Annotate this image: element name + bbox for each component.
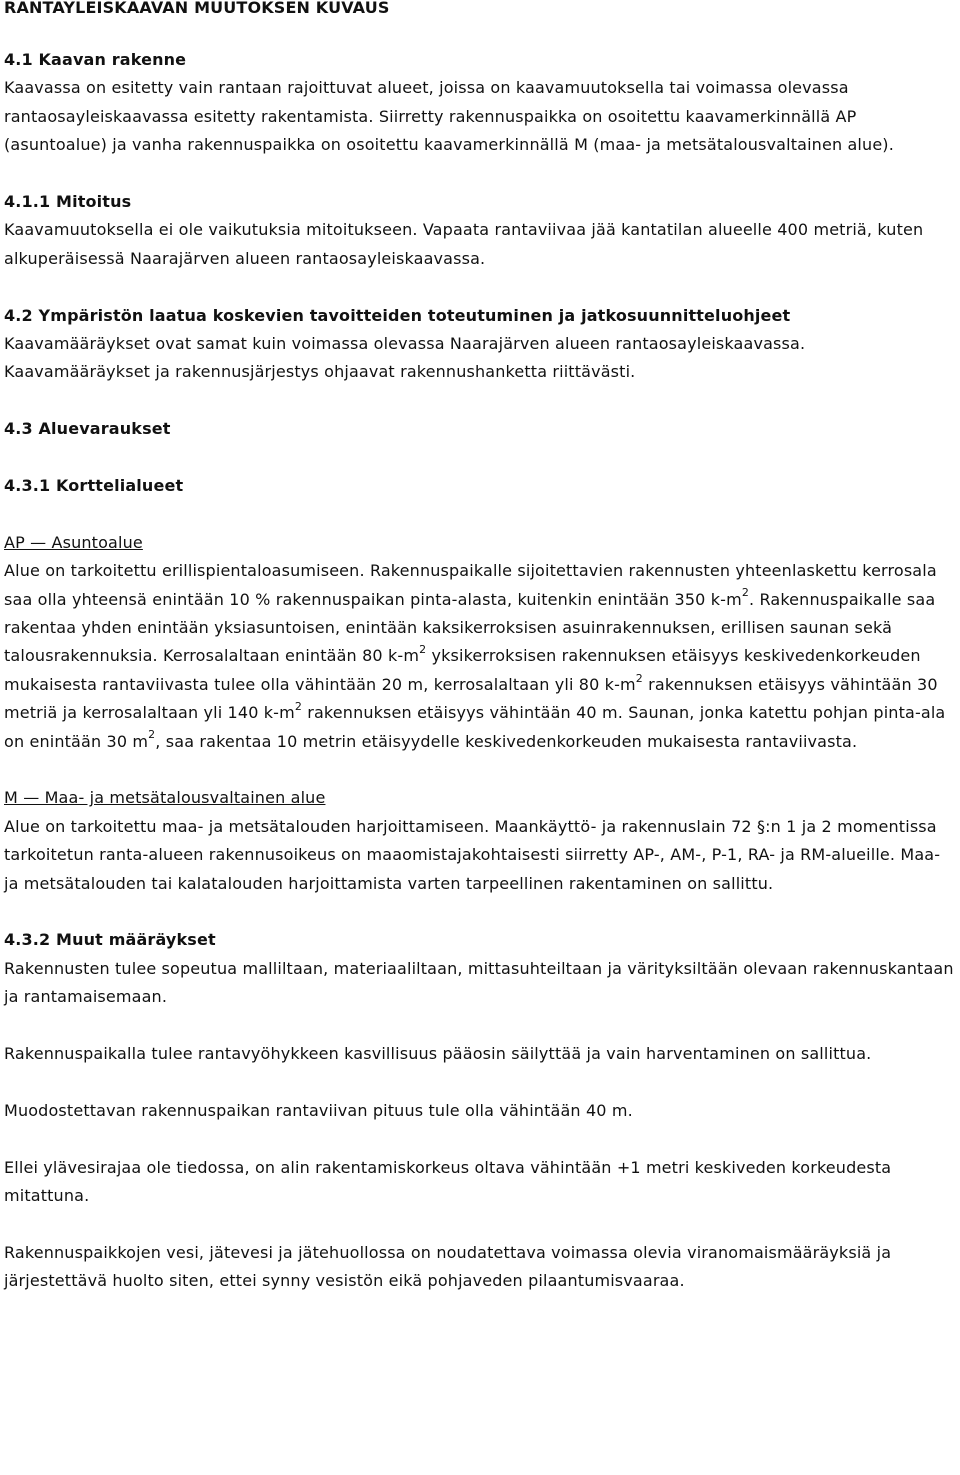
spacer — [4, 500, 956, 528]
spacer — [4, 1211, 956, 1239]
superscript: 2 — [294, 699, 303, 713]
superscript: 2 — [741, 586, 749, 600]
spacer — [4, 160, 956, 188]
other-rules-p1: Rakennusten tulee sopeutua malliltaan, materiaaliltaan, mittasuhteiltaan ja värityksiltään olevaan rakennuskantaan ja rantamaisemaan. — [4, 958, 954, 1007]
spacer — [4, 756, 956, 784]
section-text-4-1: Kaavassa on esitetty vain rantaan rajoittuvat alueet, joissa on kaavamuutoksella tai voimassa olevassa rantaosayleiskaavassa esitetty rakentamista. Siirretty rakennuspaikka on osoitettu kaavamerkinnällä AP (asuntoalue) ja vanha rakennuspaikka on osoitettu kaavamerkinnällä M (maa- ja metsätalousvaltainen alue). — [4, 78, 894, 155]
other-rules-p4: Ellei ylävesirajaa ole tiedossa, on alin rakentamiskorkeus oltava vähintään +1 metri keskiveden korkeudesta mitattuna. — [4, 1157, 892, 1206]
ap-zone-title: AP — Asuntoalue — [4, 532, 143, 552]
spacer — [4, 387, 956, 415]
ap-text-part: yksikerroksisen rakennuksen etäisyys keskivedenkorkeuden mukaisesta rantaviivasta tulee olla vähintään 20 m, kerrosalaltaan yli 80 k-m — [4, 646, 921, 694]
superscript: 2 — [419, 643, 427, 657]
m-zone-text: Alue on tarkoitettu maa- ja metsätalouden harjoittamiseen. Maankäyttö- ja rakennuslain 72 §:n 1 ja 2 momentissa tarkoitetun ranta-alueen rakennusoikeus on maaomistajakohtaisesti siirretty AP-, AM-, P-1, RA- ja RM-alueille. Maa- ja metsätalouden tai kalatalouden harjoittamista varten tarpeellinen rakentaminen on sallittu. — [4, 816, 941, 893]
section-heading-4-3-2: 4.3.2 Muut määräykset — [4, 930, 216, 950]
spacer — [4, 1069, 956, 1097]
ap-zone-text — [4, 557, 956, 756]
ap-text-part: rakennuksen etäisyys vähintään 40 m. Saunan, jonka katettu pohjan pinta-ala on enintään 30 m — [4, 703, 946, 751]
spacer — [4, 444, 956, 472]
section-heading-4-3: 4.3 Aluevaraukset — [4, 419, 171, 439]
section-text-4-2-line1: Kaavamääräykset ovat samat kuin voimassa olevassa Naarajärven alueen rantaosayleiskaavassa. — [4, 334, 806, 354]
spacer — [4, 1125, 956, 1153]
ap-text-part: Alue on tarkoitettu erillispientaloasumiseen. Rakennuspaikalle sijoitettavien rakennusten yhteenlaskettu kerrosala saa olla yhteensä enintään 10 % rakennuspaikan pinta-alasta, kuitenkin enintään 350 k-m — [4, 561, 937, 609]
superscript: 2 — [148, 728, 156, 742]
section-heading-4-2: 4.2 Ympäristön laatua koskevien tavoitteiden toteutuminen ja jatkosuunnitteluohjeet — [4, 305, 791, 325]
section-text-4-2-line2: Kaavamääräykset ja rakennusjärjestys ohjaavat rakennushanketta riittävästi. — [4, 362, 636, 382]
ap-text-part: . Rakennuspaikalle saa rakentaa yhden enintään yksiasuntoisen, enintään kaksikerroksisen asuinrakennuksen, erillisen saunan sekä talousrakennuksia. Kerrosalaltaan enintään 80 k-m — [4, 589, 936, 666]
other-rules-p3: Muodostettavan rakennuspaikan rantaviivan pituus tule olla vähintään 40 m. — [4, 1100, 633, 1120]
spacer — [4, 898, 956, 926]
section-heading-4-3-1: 4.3.1 Korttelialueet — [4, 476, 184, 496]
ap-text-part: rakennuksen etäisyys vähintään 30 metriä ja kerrosalaltaan yli 140 k-m — [4, 674, 938, 723]
other-rules-p2: Rakennuspaikalla tulee rantavyöhykkeen kasvillisuus pääosin säilyttää ja vain harventaminen on sallittua. — [4, 1044, 872, 1064]
spacer — [4, 22, 956, 46]
ap-text-part: , saa rakentaa 10 metrin etäisyydelle keskivedenkorkeuden mukaisesta rantaviivasta. — [155, 731, 858, 751]
superscript: 2 — [635, 671, 643, 685]
section-heading-4-1: 4.1 Kaavan rakenne — [4, 50, 187, 69]
spacer — [4, 1012, 956, 1040]
section-text-4-1-1: Kaavamuutoksella ei ole vaikutuksia mitoitukseen. Vapaata rantaviivaa jää kantatilan alueelle 400 metriä, kuten alkuperäisessä Naarajärven alueen rantaosayleiskaavassa. — [4, 220, 924, 268]
other-rules-p5: Rakennuspaikkojen vesi, jätevesi ja jätehuollossa on noudatettava voimassa olevia viranomaismääräyksiä ja järjestettävä huolto siten, ettei synny vesistön eikä pohjaveden pilaantumisvaaraa. — [4, 1242, 892, 1291]
m-zone-title: M — Maa- ja metsätalousvaltainen alue — [4, 788, 326, 808]
spacer — [4, 273, 956, 301]
section-heading-4-1-1: 4.1.1 Mitoitus — [4, 192, 132, 212]
document-title: RANTAYLEISKAAVAN MUUTOKSEN KUVAUS — [4, 0, 390, 17]
